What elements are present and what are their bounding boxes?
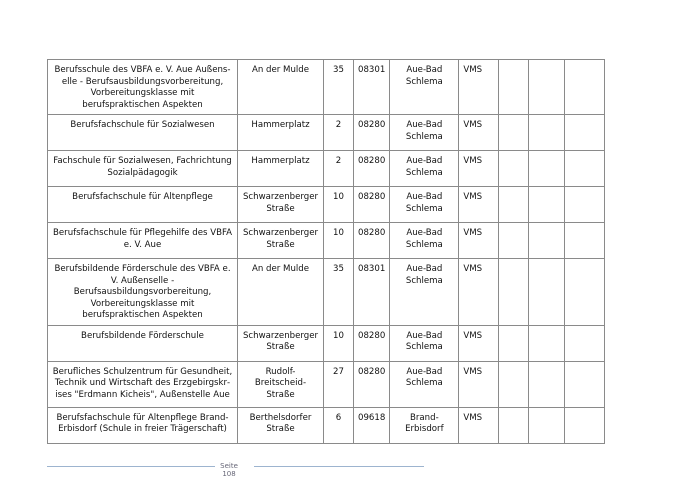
house-number-cell: 6: [324, 407, 354, 443]
empty-cell: [499, 361, 529, 407]
city-cell: Aue-Bad Schlema: [390, 325, 459, 361]
city-cell: Aue-Bad Schlema: [390, 151, 459, 187]
house-number-cell: 35: [324, 259, 354, 326]
footer-divider-left: [47, 466, 215, 467]
empty-cell: [565, 115, 605, 151]
school-type-cell: VMS: [459, 325, 499, 361]
school-type-cell: VMS: [459, 187, 499, 223]
empty-cell: [499, 259, 529, 326]
empty-cell: [565, 325, 605, 361]
empty-cell: [529, 187, 565, 223]
empty-cell: [529, 223, 565, 259]
empty-cell: [565, 187, 605, 223]
city-cell: Aue-Bad Schlema: [390, 60, 459, 115]
table-row: [48, 361, 605, 407]
street-cell: Schwarzenberger Straße: [238, 223, 324, 259]
street-cell: Berthelsdorfer Straße: [238, 407, 324, 443]
school-type-cell: VMS: [459, 60, 499, 115]
empty-cell: [529, 325, 565, 361]
empty-cell: [565, 60, 605, 115]
table-row: [48, 151, 605, 187]
street-cell: An der Mulde: [238, 259, 324, 326]
empty-cell: [499, 407, 529, 443]
street-cell: Rudolf-Breitscheid-Straße: [238, 361, 324, 407]
school-name-cell: Berufsfachschule für Sozialwesen: [48, 115, 238, 151]
empty-cell: [565, 259, 605, 326]
school-type-cell: VMS: [459, 407, 499, 443]
empty-cell: [529, 407, 565, 443]
table-row: [48, 223, 605, 259]
school-name-cell: Berufliches Schulzentrum für Gesundheit, Technik und Wirtschaft des Erzgebirgskrises "Erdmann Kicheis", Außenstelle Aue: [48, 361, 238, 407]
school-type-cell: VMS: [459, 361, 499, 407]
school-type-cell: VMS: [459, 151, 499, 187]
postal-code-cell: 08301: [354, 259, 390, 326]
street-cell: Hammerplatz: [238, 115, 324, 151]
street-cell: An der Mulde: [238, 60, 324, 115]
school-name-cell: Berufsfachschule für Altenpflege Brand-Erbisdorf (Schule in freier Trägerschaft): [48, 407, 238, 443]
city-cell: Aue-Bad Schlema: [390, 259, 459, 326]
footer-page-label: Seite: [220, 462, 238, 470]
city-cell: Aue-Bad Schlema: [390, 223, 459, 259]
school-name-cell: Berufsfachschule für Altenpflege: [48, 187, 238, 223]
table-row: [48, 60, 605, 115]
school-type-cell: VMS: [459, 115, 499, 151]
school-type-cell: VMS: [459, 223, 499, 259]
postal-code-cell: 08280: [354, 115, 390, 151]
empty-cell: [565, 361, 605, 407]
footer-divider-right: [254, 466, 424, 467]
empty-cell: [499, 187, 529, 223]
house-number-cell: 10: [324, 223, 354, 259]
street-cell: Schwarzenberger Straße: [238, 187, 324, 223]
empty-cell: [529, 60, 565, 115]
empty-cell: [565, 223, 605, 259]
street-cell: Schwarzenberger Straße: [238, 325, 324, 361]
city-cell: Aue-Bad Schlema: [390, 187, 459, 223]
house-number-cell: 35: [324, 60, 354, 115]
empty-cell: [499, 151, 529, 187]
postal-code-cell: 09618: [354, 407, 390, 443]
empty-cell: [499, 60, 529, 115]
school-name-cell: Berufsfachschule für Pflegehilfe des VBFA e. V. Aue: [48, 223, 238, 259]
empty-cell: [499, 223, 529, 259]
postal-code-cell: 08280: [354, 187, 390, 223]
school-name-cell: Berufsbildende Förderschule des VBFA e. V. Außenselle - Berufsausbildungsvorbereitung, Vorbereitungsklasse mit berufspraktischen Aspekten: [48, 259, 238, 326]
table-row: [48, 407, 605, 443]
empty-cell: [565, 407, 605, 443]
empty-cell: [499, 115, 529, 151]
empty-cell: [529, 115, 565, 151]
empty-cell: [529, 259, 565, 326]
house-number-cell: 10: [324, 187, 354, 223]
postal-code-cell: 08280: [354, 361, 390, 407]
empty-cell: [499, 325, 529, 361]
school-name-cell: Fachschule für Sozialwesen, Fachrichtung Sozialpädagogik: [48, 151, 238, 187]
house-number-cell: 27: [324, 361, 354, 407]
table-row: [48, 259, 605, 326]
footer-page-number: 108: [222, 470, 236, 478]
city-cell: Aue-Bad Schlema: [390, 115, 459, 151]
postal-code-cell: 08301: [354, 60, 390, 115]
table-row: [48, 115, 605, 151]
table-row: [48, 325, 605, 361]
house-number-cell: 10: [324, 325, 354, 361]
empty-cell: [529, 151, 565, 187]
postal-code-cell: 08280: [354, 151, 390, 187]
empty-cell: [565, 151, 605, 187]
school-type-cell: VMS: [459, 259, 499, 326]
school-name-cell: Berufsschule des VBFA e. V. Aue Außenselle - Berufsausbildungsvorbereitung, Vorbereitungsklasse mit berufspraktischen Aspekten: [48, 60, 238, 115]
postal-code-cell: 08280: [354, 223, 390, 259]
postal-code-cell: 08280: [354, 325, 390, 361]
street-cell: Hammerplatz: [238, 151, 324, 187]
empty-cell: [529, 361, 565, 407]
house-number-cell: 2: [324, 151, 354, 187]
table-row: [48, 187, 605, 223]
city-cell: Brand-Erbisdorf: [390, 407, 459, 443]
school-name-cell: Berufsbildende Förderschule: [48, 325, 238, 361]
schools-table: [47, 59, 605, 444]
city-cell: Aue-Bad Schlema: [390, 361, 459, 407]
house-number-cell: 2: [324, 115, 354, 151]
